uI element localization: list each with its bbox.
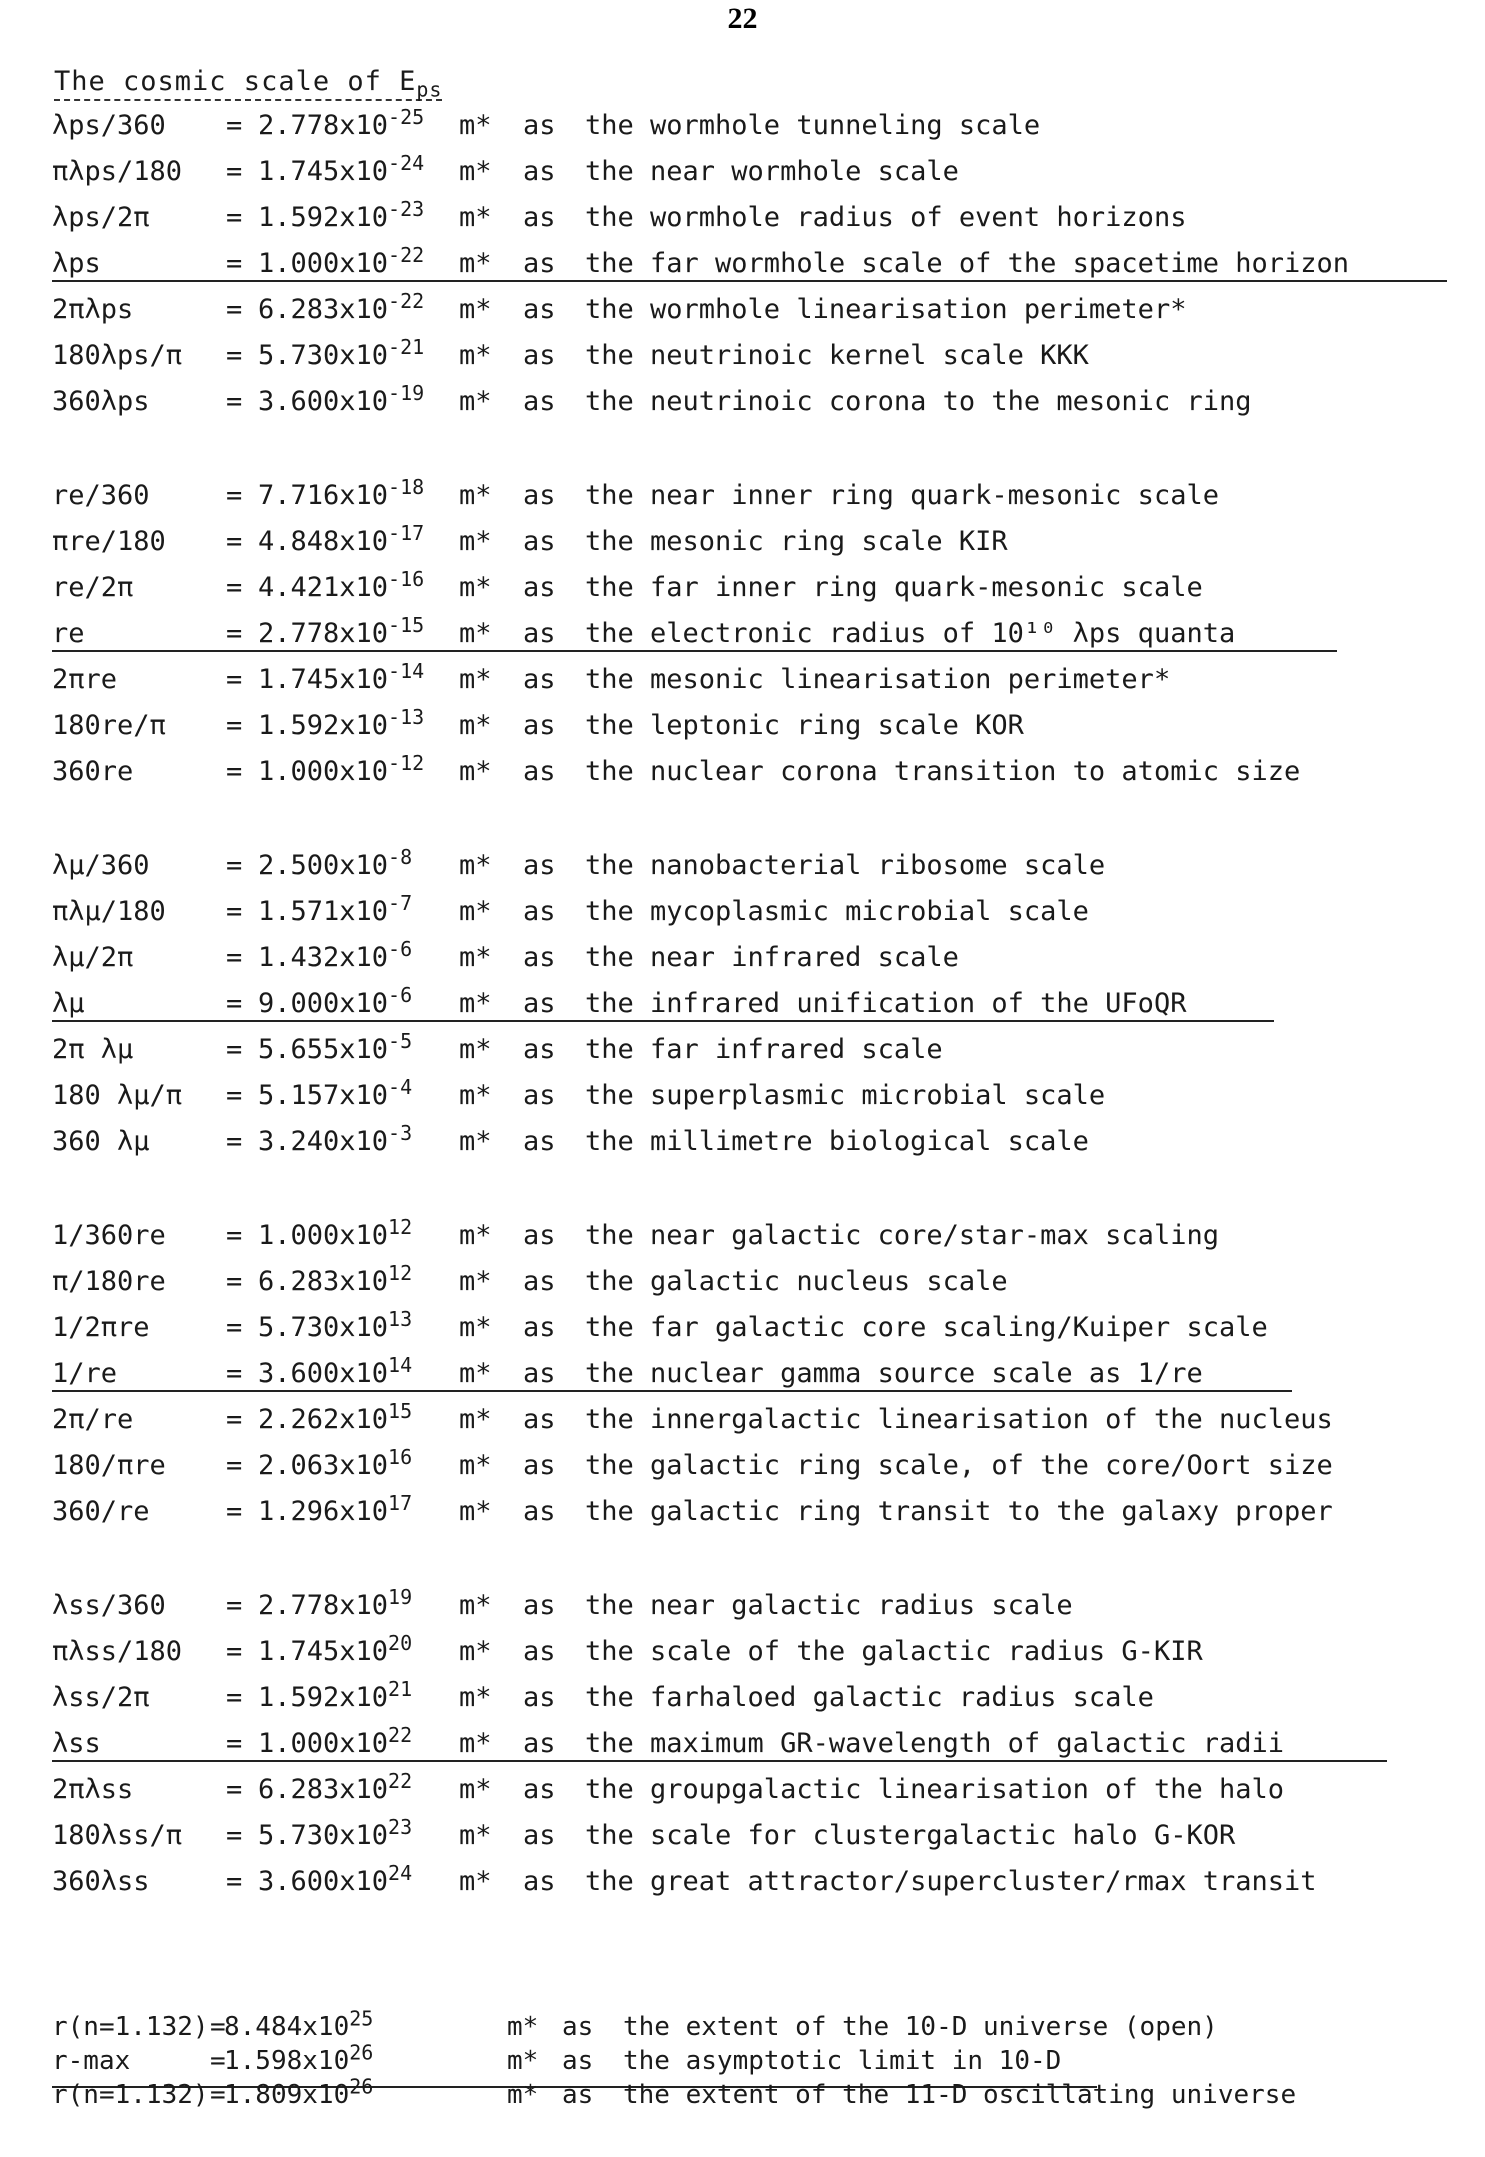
row-equals: = [226,1220,243,1251]
row-description: the leptonic ring scale KOR [585,710,1024,741]
row-symbol: 2π/re [52,1404,134,1435]
row-value: $1.000x10^{-12}$ [258,751,425,787]
row-unit: m* [507,2046,539,2076]
row-equals: = [226,896,243,927]
row-unit: m* [459,1312,492,1343]
row-symbol: π/180re [52,1266,166,1297]
row-as: as [523,480,556,511]
row-unit: m* [459,294,492,325]
row-unit: m* [459,1266,492,1297]
row-as: as [523,988,556,1019]
row-equals: = [226,1866,243,1897]
row-description: the nanobacterial ribosome scale [585,850,1106,881]
row-symbol: r(n=1.132) [52,2012,209,2042]
row-as: as [523,1636,556,1667]
row-unit: m* [459,1682,492,1713]
row-symbol: 180 λμ/π [52,1080,183,1111]
row-as: as [523,1266,556,1297]
row-value: $5.730x10^{-21}$ [258,335,425,371]
row-value: $1.000x10^{12}$ [258,1215,413,1251]
row-equals: = [226,340,243,371]
row-description: the wormhole radius of event horizons [585,202,1187,233]
row-value: $1.592x10^{-13}$ [258,705,425,741]
row-symbol: λps [52,248,101,279]
row-value: $5.157x10^{-4}$ [258,1075,413,1111]
row-description: the mesonic linearisation perimeter* [585,664,1171,695]
row-symbol: re/2π [52,572,134,603]
row-equals: = [226,1126,243,1157]
row-equals: = [226,1682,243,1713]
row-unit: m* [459,1034,492,1065]
row-symbol: πλps/180 [52,156,183,187]
row-symbol: r-max [52,2046,131,2076]
row-equals: = [226,1312,243,1343]
row-equals: = [226,1774,243,1805]
row-unit: m* [459,1126,492,1157]
row-as: as [523,1590,556,1621]
row-value: $1.296x10^{17}$ [258,1491,413,1527]
row-as: as [523,1820,556,1851]
row-unit: m* [459,156,492,187]
row-value: $2.778x10^{-15}$ [258,613,425,649]
row-description: the millimetre biological scale [585,1126,1089,1157]
row-equals: = [226,526,243,557]
row-unit: m* [459,480,492,511]
row-description: the wormhole tunneling scale [585,110,1041,141]
row-value: $5.730x10^{23}$ [258,1815,413,1851]
row-equals: = [226,988,243,1019]
row-equals: = [226,480,243,511]
row-description: the near wormhole scale [585,156,959,187]
row-description: the wormhole linearisation perimeter* [585,294,1187,325]
row-unit: m* [459,1590,492,1621]
document-title [54,66,442,101]
row-as: as [523,1126,556,1157]
row-symbol: r(n=1.132) [52,2080,209,2110]
row-as: as [523,1682,556,1713]
row-description: the mycoplasmic microbial scale [585,896,1089,927]
row-symbol: 360λps [52,386,150,417]
row-symbol: 1/360re [52,1220,166,1251]
title-prefix: The cosmic scale of E [54,66,417,97]
row-symbol: 1/2πre [52,1312,150,1343]
row-unit: m* [459,1820,492,1851]
row-as: as [523,1034,556,1065]
row-value: $2.500x10^{-8}$ [258,845,413,881]
row-description: the farhaloed galactic radius scale [585,1682,1154,1713]
row-as: as [523,1404,556,1435]
row-description: the near galactic radius scale [585,1590,1073,1621]
row-unit: m* [459,1080,492,1111]
title-subscript: ps [416,77,443,102]
row-unit: m* [459,1404,492,1435]
row-value: $3.600x10^{-19}$ [258,381,425,417]
row-as: as [523,202,556,233]
row-equals: = [226,1358,243,1389]
row-value: $6.283x10^{22}$ [258,1769,413,1805]
row-description: the galactic ring scale, of the core/Oort size [585,1450,1333,1481]
row-description: the groupgalactic linearisation of the halo [585,1774,1284,1805]
row-symbol: 1/re [52,1358,118,1389]
row-description: the maximum GR-wavelength of galactic radii [585,1728,1284,1759]
row-description: the electronic radius of 10¹⁰ λps quanta [585,618,1236,649]
row-as: as [562,2080,594,2110]
row-symbol: πλss/180 [52,1636,183,1667]
row-symbol: 180re/π [52,710,166,741]
row-symbol: 2πre [52,664,118,695]
row-value: $1.745x10^{20}$ [258,1631,413,1667]
row-equals: = [210,2046,226,2076]
row-value: $3.600x10^{14}$ [258,1353,413,1389]
row-symbol: λss/360 [52,1590,166,1621]
row-equals: = [226,1034,243,1065]
row-description: the mesonic ring scale KIR [585,526,1008,557]
row-value: $1.000x10^{22}$ [258,1723,413,1759]
row-as: as [523,1774,556,1805]
row-equals: = [226,942,243,973]
row-as: as [523,1080,556,1111]
row-description: the scale for clustergalactic halo G-KOR [585,1820,1236,1851]
row-description: the extent of the 11-D oscillating universe [623,2080,1297,2110]
row-unit: m* [459,572,492,603]
row-value: $1.432x10^{-6}$ [258,937,413,973]
row-value: $4.421x10^{-16}$ [258,567,425,603]
row-as: as [523,1496,556,1527]
row-unit: m* [459,340,492,371]
row-equals: = [226,1404,243,1435]
row-unit: m* [459,1496,492,1527]
row-symbol: λss/2π [52,1682,150,1713]
row-equals: = [226,1728,243,1759]
row-as: as [523,1866,556,1897]
row-as: as [523,1450,556,1481]
row-unit: m* [459,664,492,695]
row-value: $1.592x10^{-23}$ [258,197,425,233]
row-unit: m* [507,2080,539,2110]
row-symbol: 2π λμ [52,1034,134,1065]
row-unit: m* [459,526,492,557]
row-as: as [523,664,556,695]
row-as: as [523,386,556,417]
row-as: as [523,156,556,187]
row-as: as [523,526,556,557]
row-equals: = [226,1636,243,1667]
row-symbol: 180λps/π [52,340,183,371]
row-equals: = [226,248,243,279]
row-as: as [523,572,556,603]
row-description: the far wormhole scale of the spacetime horizon [585,248,1350,279]
row-value: $8.484x10^{25}$ [224,2006,374,2042]
row-symbol: λμ/360 [52,850,150,881]
row-unit: m* [459,756,492,787]
row-description: the nuclear gamma source scale as 1/re [585,1358,1203,1389]
row-equals: = [226,1590,243,1621]
row-equals: = [226,202,243,233]
row-value: $2.778x10^{19}$ [258,1585,413,1621]
row-unit: m* [459,618,492,649]
row-symbol: πre/180 [52,526,166,557]
row-value: $6.283x10^{12}$ [258,1261,413,1297]
row-as: as [523,1728,556,1759]
row-value: $1.745x10^{-24}$ [258,151,425,187]
row-equals: = [226,756,243,787]
row-symbol: 360/re [52,1496,150,1527]
row-unit: m* [459,1866,492,1897]
row-unit: m* [459,942,492,973]
row-unit: m* [459,850,492,881]
row-equals: = [226,664,243,695]
row-equals: = [210,2012,226,2042]
row-symbol: 180/πre [52,1450,166,1481]
row-description: the near galactic core/star-max scaling [585,1220,1219,1251]
row-description: the scale of the galactic radius G-KIR [585,1636,1203,1667]
row-unit: m* [459,1358,492,1389]
row-as: as [523,1312,556,1343]
row-description: the extent of the 10-D universe (open) [623,2012,1218,2042]
row-description: the nuclear corona transition to atomic size [585,756,1301,787]
row-value: $7.716x10^{-18}$ [258,475,425,511]
row-value: $1.571x10^{-7}$ [258,891,413,927]
row-symbol: 360λss [52,1866,150,1897]
row-symbol: re [52,618,85,649]
row-unit: m* [459,386,492,417]
row-symbol: πλμ/180 [52,896,166,927]
row-symbol: λss [52,1728,101,1759]
row-description: the neutrinoic corona to the mesonic ring [585,386,1252,417]
row-description: the far galactic core scaling/Kuiper scale [585,1312,1268,1343]
row-as: as [523,710,556,741]
row-description: the great attractor/supercluster/rmax transit [585,1866,1317,1897]
row-unit: m* [459,710,492,741]
row-description: the far inner ring quark-mesonic scale [585,572,1203,603]
row-value: $1.598x10^{26}$ [224,2040,374,2076]
row-as: as [562,2046,594,2076]
row-description: the neutrinoic kernel scale KKK [585,340,1089,371]
row-as: as [523,1358,556,1389]
row-equals: = [226,1450,243,1481]
row-unit: m* [507,2012,539,2042]
row-unit: m* [459,1728,492,1759]
row-value: $1.592x10^{21}$ [258,1677,413,1713]
row-as: as [523,896,556,927]
row-value: $4.848x10^{-17}$ [258,521,425,557]
row-unit: m* [459,1450,492,1481]
row-unit: m* [459,988,492,1019]
row-equals: = [226,386,243,417]
row-as: as [523,756,556,787]
row-symbol: 2πλss [52,1774,134,1805]
row-equals: = [226,1496,243,1527]
row-value: $2.063x10^{16}$ [258,1445,413,1481]
row-description: the galactic ring transit to the galaxy proper [585,1496,1333,1527]
row-description: the near infrared scale [585,942,959,973]
row-symbol: λps/360 [52,110,166,141]
page-number: 22 [727,2,758,35]
row-symbol: 360 λμ [52,1126,150,1157]
row-symbol: 360re [52,756,134,787]
row-value: $2.778x10^{-25}$ [258,105,425,141]
row-symbol: re/360 [52,480,150,511]
row-value: $6.283x10^{-22}$ [258,289,425,325]
row-unit: m* [459,896,492,927]
row-value: $5.730x10^{13}$ [258,1307,413,1343]
row-value: $3.240x10^{-3}$ [258,1121,413,1157]
row-value: $2.262x10^{15}$ [258,1399,413,1435]
row-unit: m* [459,1636,492,1667]
row-equals: = [226,572,243,603]
row-equals: = [226,294,243,325]
row-unit: m* [459,1774,492,1805]
row-as: as [523,1220,556,1251]
row-description: the infrared unification of the UFoQR [585,988,1187,1019]
row-value: $9.000x10^{-6}$ [258,983,413,1019]
row-value: $5.655x10^{-5}$ [258,1029,413,1065]
row-equals: = [226,110,243,141]
row-value: $1.809x10^{26}$ [224,2074,374,2110]
row-description: the far infrared scale [585,1034,943,1065]
row-equals: = [226,850,243,881]
row-description: the superplasmic microbial scale [585,1080,1106,1111]
row-symbol: λps/2π [52,202,150,233]
row-description: the galactic nucleus scale [585,1266,1008,1297]
row-description: the near inner ring quark-mesonic scale [585,480,1219,511]
row-equals: = [226,1266,243,1297]
row-value: $1.000x10^{-22}$ [258,243,425,279]
row-as: as [523,340,556,371]
row-equals: = [226,1080,243,1111]
row-unit: m* [459,248,492,279]
row-unit: m* [459,202,492,233]
row-symbol: λμ/2π [52,942,134,973]
row-value: $1.745x10^{-14}$ [258,659,425,695]
row-description: the innergalactic linearisation of the nucleus [585,1404,1333,1435]
row-as: as [523,618,556,649]
row-unit: m* [459,1220,492,1251]
row-description: the asymptotic limit in 10-D [623,2046,1062,2076]
row-symbol: 180λss/π [52,1820,183,1851]
row-equals: = [226,156,243,187]
row-equals: = [226,710,243,741]
row-symbol: λμ [52,988,85,1019]
row-as: as [523,248,556,279]
row-as: as [523,850,556,881]
row-as: as [562,2012,594,2042]
row-unit: m* [459,110,492,141]
row-equals: = [226,1820,243,1851]
row-as: as [523,294,556,325]
row-value: $3.600x10^{24}$ [258,1861,413,1897]
row-as: as [523,110,556,141]
row-equals: = [226,618,243,649]
row-equals: = [210,2080,226,2110]
row-as: as [523,942,556,973]
row-symbol: 2πλps [52,294,134,325]
